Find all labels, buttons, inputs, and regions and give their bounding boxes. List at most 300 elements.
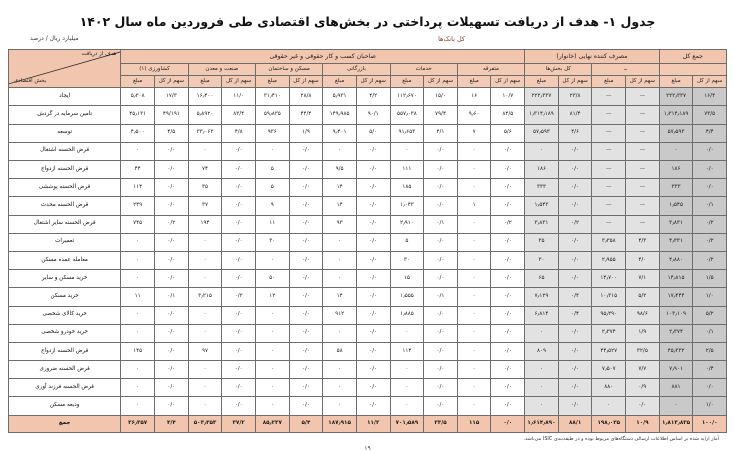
table-cell: ۰/۰ xyxy=(491,179,525,197)
table-cell: ۹/۵ xyxy=(323,161,357,179)
table-cell: ۲/۵ xyxy=(693,342,727,360)
table-row xyxy=(9,397,727,415)
table-cell: ۵/۲ xyxy=(626,288,660,306)
table-cell: ۰/۱ xyxy=(424,215,458,233)
table-cell: ۵۷٫۵۹۳ xyxy=(525,124,559,142)
table-cell: ۵۸ xyxy=(323,342,357,360)
table-cell: ۴۴/۴ xyxy=(289,106,323,124)
total-cell: ۵۰۳٫۳۵۳ xyxy=(188,415,222,432)
table-cell: ۰/۰ xyxy=(693,142,727,160)
table-cell: ۴٫۸۸۰ xyxy=(659,251,693,269)
table-cell: ۱۵ xyxy=(390,270,424,288)
metric-header-amount: مبلغ xyxy=(390,76,424,88)
table-cell: ۸۸۰ xyxy=(592,379,626,397)
table-cell: ۹۰/۱ xyxy=(356,106,390,124)
table-cell: ۰/۱ xyxy=(424,288,458,306)
table-cell: ۱۸۶ xyxy=(525,161,559,179)
table-row xyxy=(9,306,727,324)
table-cell: ۰ xyxy=(323,251,357,269)
table-cell: ۰/۰ xyxy=(424,379,458,397)
table-cell: ۰/۰ xyxy=(356,142,390,160)
table-cell: ۷/۷ xyxy=(626,361,660,379)
table-row xyxy=(9,215,727,233)
table-cell: ۰/۰ xyxy=(491,361,525,379)
table-cell: ۰/۰ xyxy=(491,270,525,288)
table-cell: ۱۴ xyxy=(323,197,357,215)
table-cell: ۰/۲ xyxy=(693,251,727,269)
table-cell: — xyxy=(626,161,660,179)
table-cell: ۰/۰ xyxy=(289,306,323,324)
table-cell: — xyxy=(626,88,660,106)
row-label: خرید مسکن xyxy=(9,288,121,306)
table-cell: ۰/۰ xyxy=(491,342,525,360)
row-label: قرض الحسنه ازدواج xyxy=(9,161,121,179)
table-corner-header xyxy=(9,50,121,88)
table-row xyxy=(9,88,727,106)
table-cell: ۰/۲ xyxy=(155,215,189,233)
table-cell: ۰/۲ xyxy=(222,288,256,306)
table-cell: ۰/۰ xyxy=(558,251,592,269)
table-cell: — xyxy=(626,106,660,124)
table-cell: ۰/۰ xyxy=(424,342,458,360)
metric-header-share: سهم از کل xyxy=(491,76,525,88)
row-label: قرض الحسنه ضروری xyxy=(9,361,121,379)
total-cell: ۳۶٫۳۵۷ xyxy=(121,415,155,432)
table-row xyxy=(9,288,727,306)
table-cell: ۱۴ xyxy=(323,179,357,197)
table-cell: ۱۴٫۷۰۰ xyxy=(592,270,626,288)
corner-label-top: هدف از دریافت xyxy=(81,51,117,58)
table-cell: — xyxy=(592,124,626,142)
table-cell: ۰/۰ xyxy=(155,142,189,160)
table-cell: ۷٫۹۰۱ xyxy=(659,361,693,379)
metric-header-amount: مبلغ xyxy=(121,76,155,88)
table-cell: ۱/۹ xyxy=(289,124,323,142)
table-cell: ۹۳ xyxy=(323,215,357,233)
table-cell: ۰/۰ xyxy=(155,397,189,415)
table-cell: ۱٫۰۴۳ xyxy=(390,197,424,215)
table-cell: ۰/۰ xyxy=(491,379,525,397)
table-cell: ۱۰/۷ xyxy=(491,88,525,106)
table-cell: ۰/۰ xyxy=(693,179,727,197)
table-cell: ۰/۰ xyxy=(289,251,323,269)
table-cell: ۰/۱ xyxy=(693,197,727,215)
table-cell: ۰/۰ xyxy=(424,361,458,379)
table-cell: ۰/۰ xyxy=(626,397,660,415)
table-cell: ۱٫۳۱۴٫۱۸۹ xyxy=(659,106,693,124)
table-cell: ۴۴ xyxy=(121,161,155,179)
unit-label: میلیارد ریال / درصد xyxy=(30,35,79,43)
table-cell: ۰/۰ xyxy=(558,142,592,160)
table-cell: ۰/۰ xyxy=(222,324,256,342)
table-cell: — xyxy=(592,88,626,106)
table-cell: ۰/۰ xyxy=(424,179,458,197)
column-subgroup-header: متفرقه xyxy=(457,64,524,76)
table-cell: ۰/۰ xyxy=(289,361,323,379)
table-cell: ۰/۰ xyxy=(424,161,458,179)
table-cell: ۰ xyxy=(121,233,155,251)
table-cell: ۰ xyxy=(188,379,222,397)
metric-header-share: سهم از کل xyxy=(558,76,592,88)
table-cell: ۰/۰ xyxy=(222,342,256,360)
table-cell: — xyxy=(592,179,626,197)
table-cell: ۵۵۷٫۰۳۸ xyxy=(390,106,424,124)
table-cell: ۵۹٫۸۳۵ xyxy=(255,106,289,124)
column-subgroup-header: کل بخش‌ها xyxy=(525,64,592,76)
row-label: توسعه xyxy=(9,124,121,142)
table-cell: ۰/۰ xyxy=(491,233,525,251)
row-label: قرض الحسنه محدث xyxy=(9,197,121,215)
row-label: خرید کالای شخصی xyxy=(9,306,121,324)
table-cell: ۰ xyxy=(323,142,357,160)
table-cell: ۱٫۵۵۵ xyxy=(390,288,424,306)
table-cell: ۱۷/۳ xyxy=(155,88,189,106)
table-cell: ۱۶/۴ xyxy=(693,88,727,106)
table-cell: ۰/۰ xyxy=(558,179,592,197)
table-cell: ۵۷٫۵۹۳ xyxy=(659,124,693,142)
table-cell: ۴/۲ xyxy=(356,88,390,106)
table-cell: ۳۰ xyxy=(525,251,559,269)
table-cell: ۸۸۱ xyxy=(659,379,693,397)
table-cell: ۰ xyxy=(390,324,424,342)
row-label: تعمیرات xyxy=(9,233,121,251)
table-cell: ۰/۰ xyxy=(424,251,458,269)
metric-header-share: سهم از کل xyxy=(356,76,390,88)
row-label: قرض الحسنه اشتغال xyxy=(9,142,121,160)
table-cell: ۱۱۴ xyxy=(121,179,155,197)
table-cell: ۰/۰ xyxy=(491,251,525,269)
table-cell: ۰/۰ xyxy=(155,233,189,251)
table-cell: ۱ xyxy=(457,197,491,215)
table-cell: — xyxy=(626,179,660,197)
table-cell: ۱/۹ xyxy=(626,324,660,342)
table-cell: ۰/۰ xyxy=(222,306,256,324)
table-cell: ۰ xyxy=(525,324,559,342)
total-cell: ۰/۰ xyxy=(491,415,525,432)
metric-header-share: سهم از کل xyxy=(693,76,727,88)
table-cell: ۱۶ xyxy=(457,88,491,106)
table-cell: ۳۵ xyxy=(188,179,222,197)
table-cell: ۰/۰ xyxy=(693,161,727,179)
table-cell: ۰/۰ xyxy=(424,324,458,342)
page-title: جدول ۱- هدف از دریافت تسهیلات پرداختی در بخش‌های اقتصادی طی فروردین ماه سال ۱۴۰۲ xyxy=(79,14,656,29)
table-cell: ۸۴/۵ xyxy=(491,106,525,124)
table-cell: ۰/۹ xyxy=(626,379,660,397)
table-cell: ۶٫۸۱۴ xyxy=(525,306,559,324)
table-cell: ۰ xyxy=(188,142,222,160)
table-cell: ۹ xyxy=(255,197,289,215)
table-container xyxy=(0,49,735,432)
table-cell: ۲٫۹۱۰ xyxy=(390,215,424,233)
table-cell: ۰/۰ xyxy=(356,361,390,379)
table-cell: ۳۱٫۴۱۰ xyxy=(255,88,289,106)
table-cell: ۰ xyxy=(592,397,626,415)
table-cell: ۰ xyxy=(188,233,222,251)
table-cell: ۰/۰ xyxy=(491,142,525,160)
table-cell: ۰ xyxy=(188,361,222,379)
table-cell: ۰ xyxy=(255,142,289,160)
table-cell: — xyxy=(592,215,626,233)
table-cell: ۰/۰ xyxy=(356,251,390,269)
total-cell: ۱۱۵ xyxy=(457,415,491,432)
table-cell: ۰/۰ xyxy=(491,397,525,415)
table-cell: ۳٫۸۳۱ xyxy=(525,215,559,233)
table-cell: ۴٫۵۰۰ xyxy=(121,124,155,142)
metric-header-share: سهم از کل xyxy=(424,76,458,88)
table-cell: ۰/۰ xyxy=(356,397,390,415)
metric-header-share: سهم از کل xyxy=(222,76,256,88)
table-cell: ۰ xyxy=(525,361,559,379)
metric-header-amount: مبلغ xyxy=(255,76,289,88)
metric-header-share: سهم از کل xyxy=(289,76,323,88)
total-row-label: جمع xyxy=(9,415,121,432)
table-cell: ۱٫۸۸۵ xyxy=(390,306,424,324)
table-cell: ۹۱٫۶۵۳ xyxy=(390,124,424,142)
table-cell: ۰/۰ xyxy=(289,142,323,160)
row-label: قرض الحسنه فرزند آوری xyxy=(9,379,121,397)
table-cell: ۰ xyxy=(121,251,155,269)
table-cell: ۴/۴ xyxy=(693,124,727,142)
table-cell: ۳٫۳۵۸ xyxy=(592,233,626,251)
table-cell: ۰/۰ xyxy=(424,233,458,251)
table-cell: ۰ xyxy=(255,379,289,397)
table-cell: ۲۳/۸ xyxy=(558,88,592,106)
table-cell: ۰ xyxy=(457,324,491,342)
table-cell: ۱۷٫۴۴۴ xyxy=(659,288,693,306)
table-cell: ۱۱/۰ xyxy=(222,88,256,106)
table-cell: ۰/۴ xyxy=(558,288,592,306)
table-row xyxy=(9,179,727,197)
table-cell: ۰ xyxy=(525,142,559,160)
total-cell: ۱٫۸۱۳٫۸۳۵ xyxy=(659,415,693,432)
table-cell: ۰ xyxy=(457,306,491,324)
table-cell: ۸۱/۴ xyxy=(558,106,592,124)
table-cell: ۰/۰ xyxy=(289,379,323,397)
table-cell: ۰/۴ xyxy=(558,306,592,324)
table-cell: ۰/۰ xyxy=(491,324,525,342)
table-cell: ۰/۴ xyxy=(693,361,727,379)
table-cell: ۰/۰ xyxy=(289,288,323,306)
table-row xyxy=(9,342,727,360)
table-cell: ۱۱۱ xyxy=(390,161,424,179)
table-cell: ۱۲ xyxy=(255,288,289,306)
table-cell: ۲۲۲٫۳۳۷ xyxy=(659,88,693,106)
table-cell: ۱۱ xyxy=(255,215,289,233)
table-cell: ۹٫۶۰ xyxy=(457,106,491,124)
table-row xyxy=(9,142,727,160)
metric-header-share: سهم از کل xyxy=(155,76,189,88)
column-subgroup-header: بازرگانی xyxy=(323,64,390,76)
total-cell: ۳۳/۵ xyxy=(424,415,458,432)
table-cell: ۰/۰ xyxy=(491,161,525,179)
table-cell: ۷۹/۴ xyxy=(424,106,458,124)
table-cell: — xyxy=(626,197,660,215)
table-cell: ۰/۰ xyxy=(491,197,525,215)
table-cell: ۰/۰ xyxy=(222,251,256,269)
table-cell: ۱/۵ xyxy=(693,270,727,288)
total-cell: ۴/۴ xyxy=(155,415,189,432)
table-cell: ۴/۱ xyxy=(424,124,458,142)
table-cell: ۰/۲ xyxy=(491,215,525,233)
table-cell: ۶۵ xyxy=(525,270,559,288)
table-cell: ۰/۰ xyxy=(558,342,592,360)
table-cell: ۰ xyxy=(323,233,357,251)
row-label: خرید مسکن و سایر xyxy=(9,270,121,288)
table-cell: ۴۵٫۳۳۲ xyxy=(659,342,693,360)
table-cell: ۰/۰ xyxy=(289,270,323,288)
column-subgroup-header: خدمات xyxy=(390,64,457,76)
table-row xyxy=(9,124,727,142)
table-cell: ۱۰۳٫۱۰۹ xyxy=(659,306,693,324)
table-cell: ۳۰ xyxy=(255,233,289,251)
table-row xyxy=(9,106,727,124)
table-cell: ۰ xyxy=(457,179,491,197)
table-cell: — xyxy=(626,142,660,160)
table-cell: ۴/۳ xyxy=(626,233,660,251)
table-cell: ۰/۰ xyxy=(222,270,256,288)
table-cell: ۱۱۲٫۶۷۰ xyxy=(390,88,424,106)
table-cell: ۰/۰ xyxy=(155,179,189,197)
table-cell: ۰/۰ xyxy=(155,270,189,288)
table-cell: ۷۴۵ xyxy=(121,215,155,233)
table-cell: ۰/۰ xyxy=(222,179,256,197)
table-cell: ۳۲/۵ xyxy=(626,342,660,360)
table-cell: ۴۵٫۱۳۱ xyxy=(121,106,155,124)
table-cell: ۵/۶ xyxy=(491,124,525,142)
table-cell: ۰ xyxy=(323,324,357,342)
table-cell: ۴۹/۱۹۱ xyxy=(155,106,189,124)
table-cell: ۰ xyxy=(457,288,491,306)
table-cell: ۰/۰ xyxy=(155,161,189,179)
table-cell: ۵ xyxy=(255,161,289,179)
table-cell: ۰ xyxy=(255,361,289,379)
total-cell: ۱۱/۲ xyxy=(356,415,390,432)
table-cell: ۰/۰ xyxy=(356,342,390,360)
table-cell: ۲۴۹ xyxy=(121,197,155,215)
table-cell: ۰/۰ xyxy=(222,142,256,160)
table-cell: ۰/۰ xyxy=(356,379,390,397)
table-cell: ۱۴۹٫۹۸۵ xyxy=(323,106,357,124)
table-cell: ۹۸/۶ xyxy=(626,306,660,324)
table-cell: ۰/۰ xyxy=(356,233,390,251)
table-cell: ۰ xyxy=(525,397,559,415)
table-cell: ۲٫۳۷۴ xyxy=(592,324,626,342)
table-cell: ۰ xyxy=(121,379,155,397)
table-cell: ۱۹۴ xyxy=(188,215,222,233)
table-cell: ۰/۰ xyxy=(222,233,256,251)
table-cell: ۰/۰ xyxy=(424,306,458,324)
table-cell: ۰/۱ xyxy=(155,288,189,306)
table-cell: ۴/۰ xyxy=(626,251,660,269)
table-cell: ۷٫۱۲۹ xyxy=(525,288,559,306)
table-cell: ۰ xyxy=(457,142,491,160)
table-cell: ۰/۰ xyxy=(424,270,458,288)
table-cell: ۰/۰ xyxy=(155,197,189,215)
table-cell: ۱۱ xyxy=(121,288,155,306)
metric-header-amount: مبلغ xyxy=(592,76,626,88)
table-cell: ۰ xyxy=(121,361,155,379)
table-cell: ۰/۰ xyxy=(424,197,458,215)
total-cell: ۱۰۰/۰ xyxy=(693,415,727,432)
metric-header-amount: مبلغ xyxy=(457,76,491,88)
header-row-groups xyxy=(9,50,727,64)
table-cell: ۴/۶ xyxy=(558,124,592,142)
table-cell: ۰/۰ xyxy=(155,306,189,324)
table-cell: — xyxy=(626,215,660,233)
table-row xyxy=(9,379,727,397)
scope-label: کل بانک‌ها xyxy=(438,35,465,44)
row-label: معامله عمده مسکن xyxy=(9,251,121,269)
total-cell: ۱۹۸٫۰۳۵ xyxy=(592,415,626,432)
total-cell: ۷۰۱٫۵۸۹ xyxy=(390,415,424,432)
table-cell: ۰/۰ xyxy=(693,379,727,397)
table-cell: ۰ xyxy=(188,270,222,288)
table-cell: ۷ xyxy=(457,124,491,142)
metric-header-amount: مبلغ xyxy=(323,76,357,88)
table-cell: — xyxy=(592,161,626,179)
table-cell: ۹۵٫۴۹۰ xyxy=(592,306,626,324)
table-row xyxy=(9,270,727,288)
table-body xyxy=(9,88,727,432)
row-label: ودیعه مسکن xyxy=(9,397,121,415)
table-cell: ۱/۰ xyxy=(693,397,727,415)
column-subgroup-header: کشاورزی (۱) xyxy=(121,64,188,76)
table-cell: ۳۷ xyxy=(188,197,222,215)
table-cell: ۵/۲ xyxy=(693,306,727,324)
table-cell: ۰/۰ xyxy=(155,361,189,379)
table-cell: ۱۰٫۳۱۵ xyxy=(592,288,626,306)
table-cell: ۱۱۴ xyxy=(390,342,424,360)
table-cell: ۰ xyxy=(390,361,424,379)
table-cell: ۰/۰ xyxy=(155,379,189,397)
table-cell: ۱۴۵ xyxy=(121,342,155,360)
unit-bar xyxy=(0,36,735,48)
table-cell: ۰/۰ xyxy=(222,379,256,397)
table-cell: ۰/۰ xyxy=(558,233,592,251)
table-row xyxy=(9,251,727,269)
corner-label-bottom: بخش اقتصادی xyxy=(14,77,47,84)
table-cell: ۱۴٫۸۱۵ xyxy=(659,270,693,288)
table-cell: ۰/۰ xyxy=(356,161,390,179)
table-footnote: آمار ارایه شده بر اساس اطلاعات ارسالی دستگاه‌های مربوط بوده و در طبقه‌بندی ISIC می‌باشد. xyxy=(523,435,719,442)
table-cell: ۸۳/۴ xyxy=(222,106,256,124)
table-cell: ۰/۰ xyxy=(289,215,323,233)
table-cell: ۰ xyxy=(457,251,491,269)
table-cell: ۷۴ xyxy=(188,161,222,179)
column-subgroup-header: ــ xyxy=(592,64,659,76)
table-cell: ۹۱۲ xyxy=(323,306,357,324)
table-cell: ۰/۰ xyxy=(558,197,592,215)
table-cell: ۰/۲ xyxy=(693,233,727,251)
table-cell: ۸۰۹ xyxy=(525,342,559,360)
table-cell: ۰/۰ xyxy=(558,161,592,179)
table-cell: ۰ xyxy=(255,324,289,342)
table-cell: ۱٫۵۴۳ xyxy=(525,197,559,215)
table-cell: ۳۳٫۰۶۳ xyxy=(188,124,222,142)
table-cell: ۰/۰ xyxy=(356,197,390,215)
table-row xyxy=(9,161,727,179)
table-cell: ۰/۰ xyxy=(424,397,458,415)
table-cell: ۱٫۳۱۴٫۱۸۹ xyxy=(525,106,559,124)
table-cell: ۰ xyxy=(323,270,357,288)
table-cell: ۷/۱ xyxy=(626,270,660,288)
table-cell: ۰/۲ xyxy=(558,215,592,233)
total-cell: ۸۸/۱ xyxy=(558,415,592,432)
table-cell: ۴/۸ xyxy=(222,124,256,142)
table-cell: ۰/۰ xyxy=(155,342,189,360)
table-cell: ۱/۰ xyxy=(693,288,727,306)
column-group-header: صاحبان کسب و کار حقوقی و غیر حقوقی xyxy=(121,50,525,64)
